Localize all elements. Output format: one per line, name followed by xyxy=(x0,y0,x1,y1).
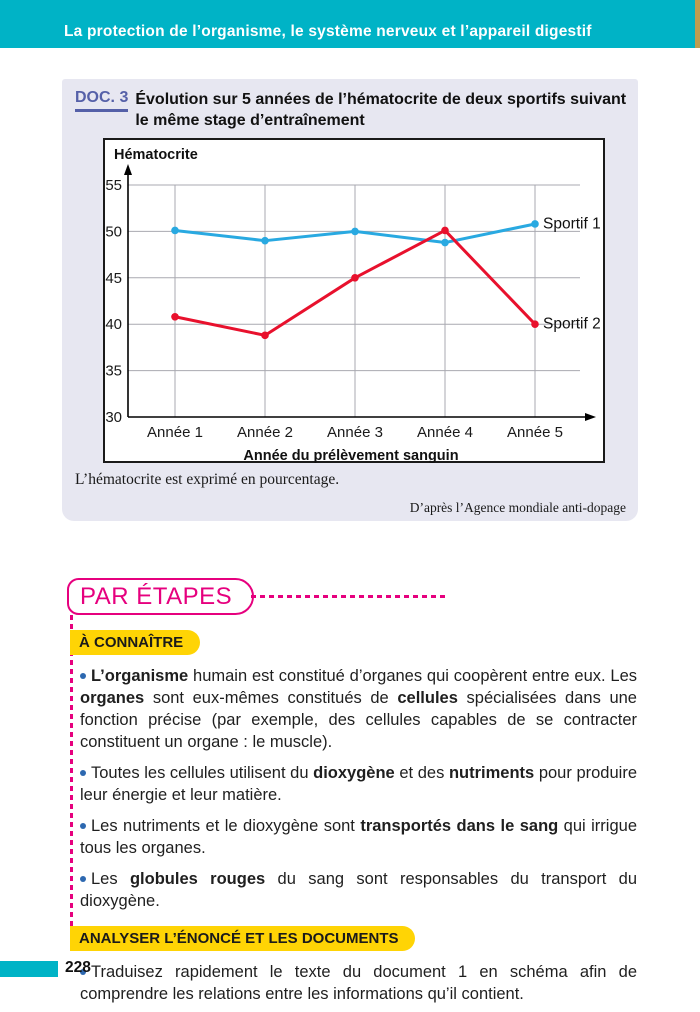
y-tick-label: 40 xyxy=(105,316,122,334)
chart-caption: L’hématocrite est exprimé en pourcentage. xyxy=(75,471,340,488)
bullet-dot-icon xyxy=(80,823,86,829)
y-axis-title: Hématocrite xyxy=(114,147,198,163)
bullet-dot-icon xyxy=(80,770,86,776)
series-label: Sportif 1 xyxy=(543,215,601,233)
bullet-dot-icon xyxy=(80,876,86,882)
par-etapes-title: PAR ÉTAPES xyxy=(80,582,233,610)
doc3-header xyxy=(75,89,626,131)
chapter-banner xyxy=(0,0,700,48)
y-tick-label: 50 xyxy=(105,223,122,241)
series-label: Sportif 2 xyxy=(543,315,601,333)
data-point xyxy=(531,320,539,328)
par-etapes-heading xyxy=(67,578,254,615)
x-axis-title: Année du prélèvement sanguin xyxy=(243,448,459,463)
x-tick-label: Année 2 xyxy=(237,424,293,441)
x-tick-label: Année 5 xyxy=(507,424,563,441)
chart-border xyxy=(104,139,604,462)
data-point xyxy=(351,228,359,236)
y-tick-label: 55 xyxy=(105,177,122,194)
chapter-title: La protection de l’organisme, le système nerveux et l’appareil digestif xyxy=(64,23,592,40)
y-tick-label: 45 xyxy=(105,269,122,287)
doc3-title xyxy=(135,89,626,131)
bullet-item: Traduisez rapidement le texte du document 1 en schéma afin de comprendre les relations entre les informations qu’il contient. xyxy=(80,963,637,1003)
hematocrit-chart xyxy=(103,138,605,463)
bullet-item: Les globules rouges du sang sont responsables du transport du dioxygène. xyxy=(80,870,637,910)
x-tick-label: Année 3 xyxy=(327,424,383,441)
data-point xyxy=(531,220,539,228)
chart-source: D’après l’Agence mondiale anti-dopage xyxy=(409,500,626,515)
data-point xyxy=(261,332,269,340)
horizontal-dashed-rule xyxy=(251,595,445,598)
section-badge: ANALYSER L’ÉNONCÉ ET LES DOCUMENTS xyxy=(70,926,415,951)
section-badge: À CONNAÎTRE xyxy=(70,630,200,655)
x-tick-label: Année 1 xyxy=(147,424,203,441)
data-point xyxy=(351,274,359,282)
bullet-dot-icon xyxy=(80,673,86,679)
y-tick-label: 30 xyxy=(105,409,122,426)
bullet-item: L’organisme humain est constitué d’organes qui coopèrent entre eux. Les organes sont eux-mêmes constitués de cellules spécialisées dans une fonction précise (par exemple, des cellules capables de se contracter constituent un organe : le muscle). xyxy=(80,667,637,751)
footer-teal-bar xyxy=(0,961,58,977)
steps-sections xyxy=(70,616,637,1005)
data-point xyxy=(441,239,449,247)
doc3-box xyxy=(62,79,638,521)
doc3-label: DOC. 3 xyxy=(75,89,128,112)
bullet-item: Toutes les cellules utilisent du dioxygène et des nutriments pour produire leur énergie et leur matière. xyxy=(80,764,637,804)
doc3-title-line2: le même stage d’entraînement xyxy=(135,112,365,129)
hematocrit-line-chart xyxy=(103,138,605,463)
page-edge-tab xyxy=(695,0,700,48)
x-tick-label: Année 4 xyxy=(417,424,473,441)
data-point xyxy=(171,227,179,235)
bullet-item: Les nutriments et le dioxygène sont transportés dans le sang qui irrigue tous les organes. xyxy=(80,817,637,857)
page-number: 228 xyxy=(65,959,91,976)
y-tick-label: 35 xyxy=(105,362,122,380)
data-point xyxy=(171,313,179,321)
doc3-title-line1: Évolution sur 5 années de l’hématocrite de deux sportifs suivant xyxy=(135,91,627,108)
data-point xyxy=(441,227,449,235)
data-point xyxy=(261,237,269,245)
